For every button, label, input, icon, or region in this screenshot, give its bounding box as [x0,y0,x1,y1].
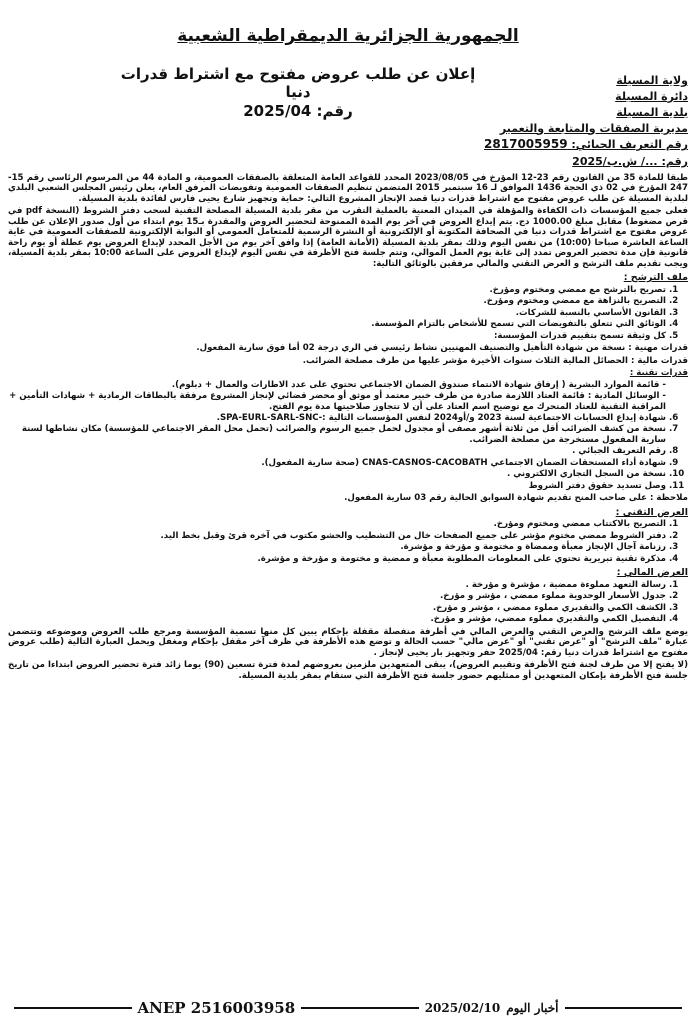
candidature-list-continued [8,413,666,491]
header-block [8,51,688,171]
tax-id-row [438,136,688,153]
list-item: 3. الكشف الكمي والتقديري مملوء ممضي ، مؤشر و مؤرخ. [8,603,666,613]
list-item: 1. رسالة التعهد مملوءة ممضية ، مؤشرة و مؤرخة . [8,580,666,590]
list-item: 5. كل وثيقة تسمح بتقييم قدرات المؤسسة: [8,331,666,341]
candidature-title: ملف الترشح : [623,272,688,284]
wilaya-label: ولاية المسيلة [616,73,688,87]
newspaper-name: أخبار اليوم [506,1000,559,1015]
candidature-note: ملاحظة : على صاحب المنح تقديم شهادة السوابق الحالية رقم 03 سارية المفعول. [344,493,688,504]
list-item: 9. شهادة أداء المستحقات الضمان الاجتماعي CNAS-CASNOS-CACOBATH (صحة سارية المفعول). [8,458,666,468]
technical-offer-list [8,519,666,564]
list-item: 2. جدول الأسعار الوحدوية مملوء ممضي ، مؤشر و مؤرخ. [8,591,666,601]
list-item: - قائمة الموارد البشرية ( إرفاق شهادة الانتماء صندوق الضمان الاجتماعي تحتوي على عدد الاطارات والعمال + دبلوم). [8,380,666,390]
closing-paragraph-2: (لا يفتح إلا من طرف لجنة فتح الأظرفة وتقييم العروض)، يبقى المتعهدين ملزمين بعروضهم لمدة فترة تسعين (90) يوما زائد فترة تحضير العروض ابتداءا من تاريخ جلسة فتح الأظرفة بإمكان المتعهدين أو ممثليهم حضور جلسة فتح الأظرفة التي ستقام بمقر بلدية المسيلة. [8,660,689,681]
anep-number: ANEP 2516003958 [137,998,296,1017]
list-item: 3. القانون الأساسي بالنسبة للشركات. [8,308,666,318]
professional-capacity: قدرات مهنية : نسخة من شهادة التأهيل والتصنيف المهنيين نشاط رئيسي في الري درجة 02 أما فوق سارية المفعول. [196,343,688,354]
list-item: 8. رقم التعريف الجبائي . [8,446,666,456]
intro-paragraph: طبقا للمادة 35 من القانون رقم 23-12 المؤرخ في 2023/08/05 المحدد للقواعد العامة المتعلقة بالصفقات العمومية، و المادة 44 من المرسوم الرئاسي رقم 15-247 المؤرخ في 02 ذي الحجة 1436 الموافق لـ 16 سبتمبر 2015 المتضمن تنظيم الصفقات العمومية وتفويضات المرفق العام، يعلن رئيس المجلس الشعبي البلدي لبلدية المسيلة عن طلب عروض مفتوح مع اشتراط قدرات دنيا قصد الإنجاز المشروع التالي: حماية وتجهيز شارع يحيى فارس لفائدة بلدية المسيلة. [8,172,688,204]
list-item: 4. الوثائق التي تتعلق بالتفويضات التي تسمح للأشخاص بالتزام المؤسسة. [8,319,666,329]
publication-date: 2025/02/10 [424,1000,501,1015]
notice-number: رقم: 2025/04 [243,102,353,121]
notice-heading [118,65,478,121]
list-item: 7. نسخة من كشف الضرائب أقل من ثلاثة أشهر مصفى أو مجدول لحمل جميع الرسوم والضرائب (تحمل محل المقر الاجتماعي للمؤسسة) مكان نشاطها لسنة سارية المفعول مستخرجة من مصلحة الضرائب. [8,424,666,445]
technical-capacity-list [8,380,666,412]
footer-rule [14,1007,132,1009]
list-item: 1. التصريح بالاكتتاب ممضي ومختوم ومؤرخ. [8,519,666,529]
financial-capacity: قدرات مالية : الحصائل المالية الثلاث سنوات الأخيرة مؤشر عليها من طرف مصلحة الضرائب. [302,355,688,366]
tax-id-label: رقم التعريف الجبائي: [571,138,688,152]
list-item: - الوسائل المادية : قائمة العتاد اللازمة صادرة من طرف خبير معتمد أو موثق أو محضر قضائي لإنجاز المشروع مرفقة بالبطاقات الرمادية + شهادات التأمين + المراقبة التقنية للعتاد المتحرك مع توضيح اسم العتاد على أن لا تتجاوز صلاحيتها مدة يوم الفتح. [8,391,666,412]
candidature-list [8,285,666,341]
footer-rule [565,1007,683,1009]
technical-offer-title: العرض التقني : [615,506,688,518]
technical-capacity-title: قدرات تقنية : [629,368,688,379]
list-item: 11. وصل تسديد حقوق دفتر الشروط [8,481,666,491]
directorate-label: مديرية الصفقات والمتابعة والتعمير [499,121,688,135]
closing-paragraph: يوضع ملف الترشح والعرض التقني والعرض المالي في أظرفة منفصلة مقفلة بإحكام يبين كل منها تسمية المؤسسة ومرجع طلب العروض وموضوعه وتتضمن عبارة "ملف الترشح" أو "عرض تقني" أو "عرض مالي" حسب الحالة و توضع هذه الأظرفة في ظرف آخر مقفل بإحكام ومغفل ويحمل العبارة التالية (طلب عروض مفتوح مع اشتراط قدرات دنيا رقم: 2025/04 حفر وتجهيز بار يحيى لإنجاز . [8,626,688,658]
list-item: 4. مذكرة تقنية تبريرية تحتوي على المعلومات المطلوبة معبأة و ممضية و مختومة و مؤرخة و مؤشرة. [8,554,666,564]
list-item: 6. شهادة إيداع الحسابات الاجتماعية لسنة 2023 و/أو2024 لنفس المؤسسات التالية :-SPA-EURL-SARL-SNC. [8,413,666,423]
financial-offer-list [8,580,666,625]
list-item: 10. نسخة من السجل التجاري الالكتروني . [8,469,666,479]
financial-offer-title: العرض المالي : [616,567,688,579]
list-item: 2. دفتر الشروط ممضي مختوم مؤشر على جميع الصفحات خال من التشطيب والحشو مكتوب في آخره قرئ وقبل بخط اليد. [8,531,666,541]
notice-title: إعلان عن طلب عروض مفتوح مع اشتراط قدرات دنيا [120,64,476,102]
commune-label: بلدية المسيلة [616,105,688,119]
daira-label: دائرة المسيلة [615,89,688,103]
footer [8,998,688,1018]
reference-number: رقم: .../ ش.ب/2025 [572,154,688,168]
tax-id-value: 2817005959 [484,137,568,152]
republic-title: الجمهورية الجزائرية الديمقراطية الشعبية [177,26,519,46]
footer-rule [301,1007,419,1009]
list-item: 4. التفصيل الكمي والتقديري مملوء ممضي، مؤشر و مؤرخ. [8,614,666,624]
list-item: 3. رزنامة آجال الإنجاز معبأة وممضاة و مختومة و مؤرخة و مؤشرة. [8,542,666,552]
body-paragraph: فعلى جميع المؤسسات ذات الكفاءة والمؤهلة في الميدان المعنية بالعملية التقرب من مقر بلدية المسيلة المصلحة التقنية لسحب دفتر الشروط (النسخة pdf في قرص مضغوط) مقابل مبلغ 1000.00 دج. يتم إيداع العروض في آخر يوم المدة الممنوحة لتحضير العروض والمقدرة بـ15 يوم ابتداء من أول صدور الإعلان عن طلب عروض مفتوح مع اشتراط قدرات دنيا في الصحافة المكتوبة أو الإلكترونية أو النشرة الرسمية للمتعامل العمومي أو البوابة الإلكترونية للصفقات العمومية في غاية الساعة العاشرة صباحا (10:00) من نفس اليوم وذلك بمقر بلدية المسيلة (الأمانة العامة) إذا وافق آخر يوم من الأجل المحدد لإيداع العروض يوم عطلة أو يوم راحة قانونية فإن مدة تحضير العروض تمدد إلى غاية يوم العمل الموالي، وتتم جلسة فتح الأظرفة في نفس اليوم لإيداع العروض على الساعة 10:00 بمقر بلدية المسيلة، ويجب تقديم ملف الترشح و العرض التقني والمالي مرفقين بالوثائق التالية: [8,206,688,269]
list-item: 2. التصريح بالنزاهة مع ممضي ومختوم ومؤرخ. [8,296,666,306]
notice-page [8,4,688,1020]
list-item: 1. تصريح بالترشح مع ممضي ومختوم ومؤرخ. [8,285,666,295]
